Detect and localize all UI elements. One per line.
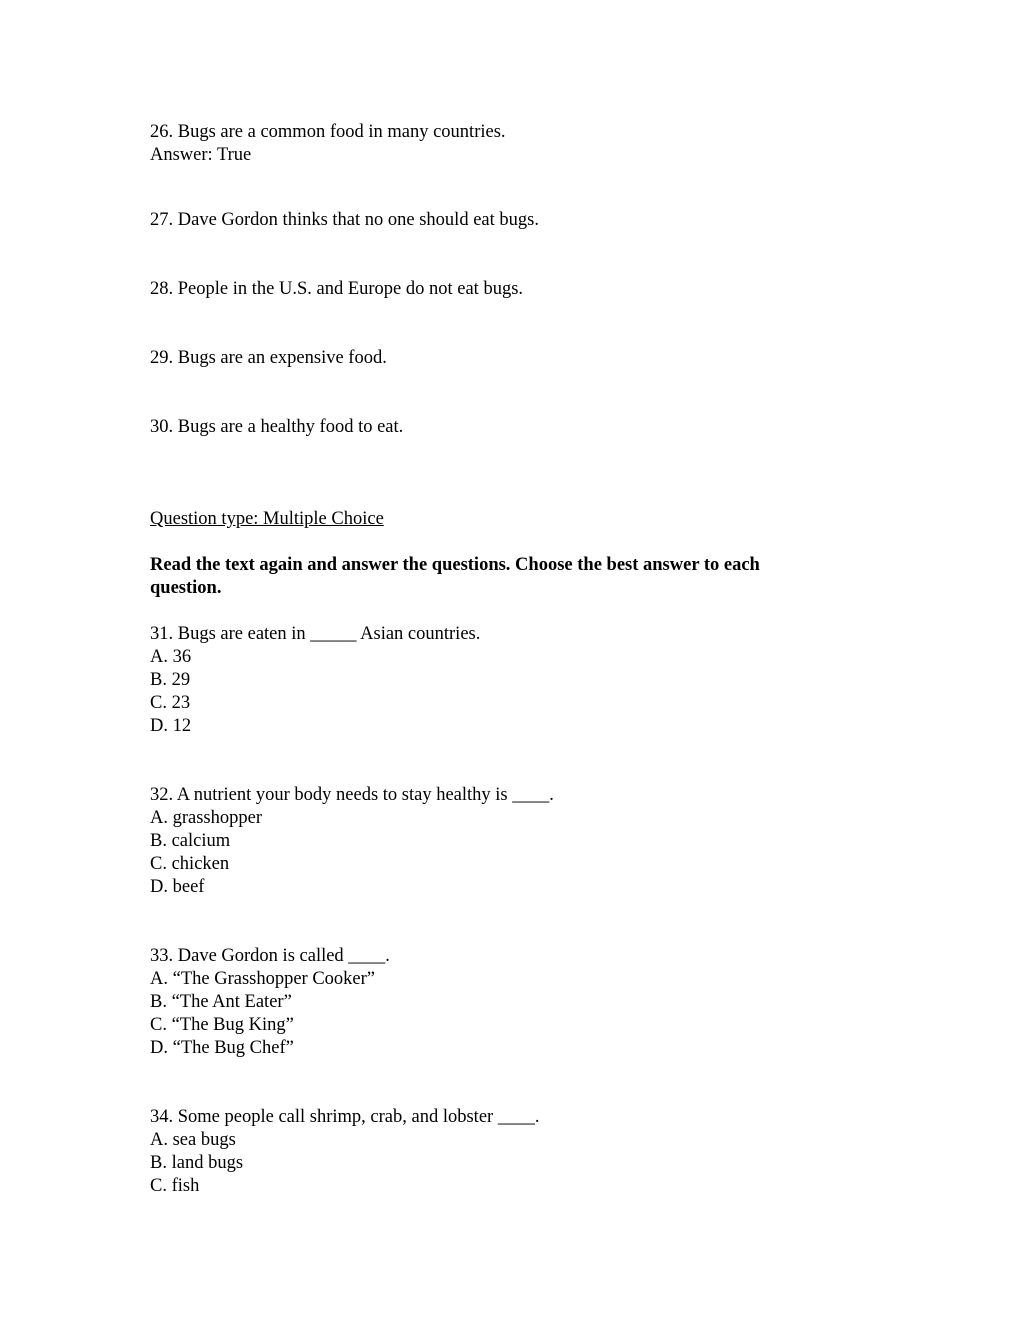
question-34: 34. Some people call shrimp, crab, and lobster ____. <box>150 1107 540 1127</box>
option-33-c: C. “The Bug King” <box>150 1015 294 1035</box>
question-32: 32. A nutrient your body needs to stay healthy is ____. <box>150 785 554 805</box>
option-33-a: A. “The Grasshopper Cooker” <box>150 969 376 989</box>
option-34-a: A. sea bugs <box>150 1130 236 1150</box>
option-32-c: C. chicken <box>150 854 230 874</box>
option-32-b: B. calcium <box>150 831 231 851</box>
question-30: 30. Bugs are a healthy food to eat. <box>150 417 404 437</box>
question-28: 28. People in the U.S. and Europe do not eat bugs. <box>150 279 524 299</box>
instructions-line-1: Read the text again and answer the questions. Choose the best answer to each <box>150 555 760 575</box>
instructions-line-2: question. <box>150 578 222 598</box>
question-33: 33. Dave Gordon is called ____. <box>150 946 390 966</box>
question-type-label: Question type: Multiple Choice <box>150 509 384 529</box>
question-26: 26. Bugs are a common food in many countries. <box>150 122 506 142</box>
option-31-c: C. 23 <box>150 693 191 713</box>
option-31-a: A. 36 <box>150 647 192 667</box>
option-33-b: B. “The Ant Eater” <box>150 992 292 1012</box>
option-32-d: D. beef <box>150 877 205 897</box>
option-31-b: B. 29 <box>150 670 191 690</box>
option-34-b: B. land bugs <box>150 1153 244 1173</box>
option-31-d: D. 12 <box>150 716 192 736</box>
option-33-d: D. “The Bug Chef” <box>150 1038 294 1058</box>
answer-26: Answer: True <box>150 145 252 165</box>
question-31: 31. Bugs are eaten in _____ Asian countries. <box>150 624 481 644</box>
option-34-c: C. fish <box>150 1176 200 1196</box>
question-27: 27. Dave Gordon thinks that no one should eat bugs. <box>150 210 539 230</box>
option-32-a: A. grasshopper <box>150 808 263 828</box>
question-29: 29. Bugs are an expensive food. <box>150 348 387 368</box>
